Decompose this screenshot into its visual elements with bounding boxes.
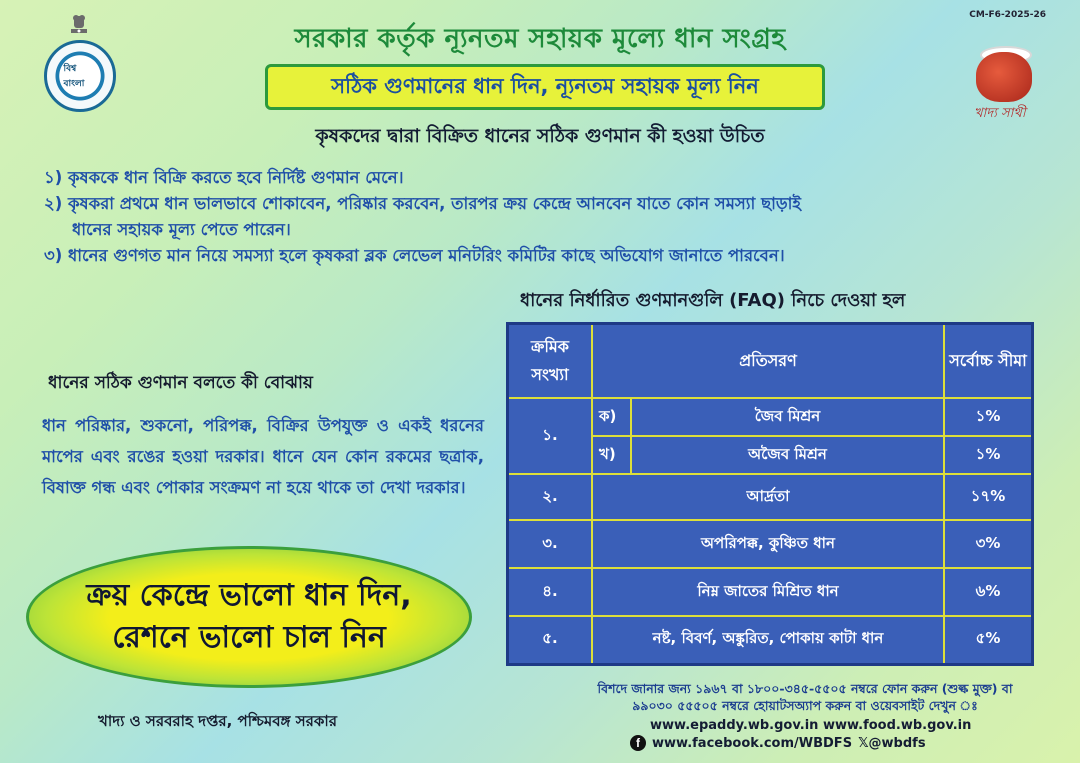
table-header-row [508, 324, 1033, 399]
cell-serial: ৫. [508, 616, 593, 664]
cell-serial: ৪. [508, 568, 593, 616]
list-item: ৩) ধানের গুণগত মান নিয়ে সমস্যা হলে কৃষকরা ব্লক লেভেল মনিটরিং কমিটির কাছে অভিযোগ জানাতে পারবেন। [44, 246, 785, 265]
cell-limit: ১% [944, 436, 1033, 474]
table-row [508, 398, 1033, 436]
cell-limit: ৩% [944, 520, 1033, 568]
cell-serial: ২. [508, 474, 593, 520]
pot-icon [976, 52, 1032, 102]
department-footer: খাদ্য ও সরবরাহ দপ্তর, পশ্চিমবঙ্গ সরকার [98, 712, 337, 730]
cell-item: নষ্ট, বিবর্ণ, অঙ্কুরিত, পোকায় কাটা ধান [592, 616, 944, 664]
slogan-line: রেশনে ভালো চাল নিন [112, 620, 386, 655]
faq-heading: ধানের নির্ধারিত গুণমানগুলি (FAQ) নিচে দেওয়া হল [520, 290, 906, 311]
website-links[interactable]: www.epaddy.wb.gov.in www.food.wb.gov.in [650, 718, 972, 733]
ashoka-emblem-icon [68, 12, 90, 38]
faq-table [506, 322, 1034, 666]
slogan-badge [26, 546, 472, 688]
page-subtitle: কৃষকদের দ্বারা বিক্রিত ধানের সঠিক গুণমান কী হওয়া উচিত [315, 125, 765, 147]
quality-heading: ধানের সঠিক গুণমান বলতে কী বোঝায় [48, 373, 313, 393]
cell-item: অজৈব মিশ্রন [631, 436, 944, 474]
cell-serial: ১. [508, 398, 593, 474]
contact-info [560, 680, 1050, 714]
cell-limit: ৬% [944, 568, 1033, 616]
cell-item: জৈব মিশ্রন [631, 398, 944, 436]
table-row [508, 474, 1033, 520]
quality-description: ধান পরিষ্কার, শুকনো, পরিপক্ক, বিক্রির উপযুক্ত ও একই ধরনের মাপের এবং রঙের হওয়া দরকার। ধানে যেন কোন রকমের ছত্রাক, বিষাক্ত গন্ধ এবং পোকার সংক্রমণ না হয়ে থাকে তা দেখা দরকার। [42, 416, 484, 497]
table-row [508, 616, 1033, 664]
facebook-link[interactable]: www.facebook.com/WBDFS [652, 735, 853, 751]
cell-serial: ৩. [508, 520, 593, 568]
social-links [630, 735, 926, 751]
twitter-link[interactable]: 𝕏@wbdfs [858, 735, 926, 751]
contact-line: ৯৯০৩০ ৫৫৫০৫ নম্বরে হোয়াটসঅ্যাপ করুন বা ওয়েবসাইট দেখুন ঃ [632, 698, 978, 713]
headline-banner: সঠিক গুণমানের ধান দিন, ন্যূনতম সহায়ক মূল্য নিন [265, 64, 825, 110]
table-row [508, 520, 1033, 568]
instruction-list [44, 165, 1054, 269]
cell-sub-label: খ) [592, 436, 631, 474]
cell-item: নিম্ন জাতের মিশ্রিত ধান [592, 568, 944, 616]
document-code: CM-F6-2025-26 [969, 10, 1046, 20]
cell-limit: ১% [944, 398, 1033, 436]
column-header-serial: ক্রমিক সংখ্যা [508, 324, 593, 399]
cell-item: অপরিপক্ক, কুঞ্চিত ধান [592, 520, 944, 568]
contact-line: বিশদে জানার জন্য ১৯৬৭ বা ১৮০০-৩৪৫-৫৫০৫ নম্বরে ফোন করুন (শুল্ক মুক্ত) বা [597, 681, 1013, 696]
biswa-bangla-logo [44, 40, 116, 112]
page-title: সরকার কর্তৃক ন্যূনতম সহায়ক মূল্যে ধান সংগ্রহ [294, 24, 786, 54]
table-row [508, 568, 1033, 616]
facebook-icon: f [630, 735, 646, 751]
cell-limit: ৫% [944, 616, 1033, 664]
khadya-sathi-label: খাদ্য সাথী [974, 106, 1026, 121]
list-item: ২) কৃষকরা প্রথমে ধান ভালভাবে শোকাবেন, পরিষ্কার করবেন, তারপর ক্রয় কেন্দ্রে আনবেন যাতে কোন সমস্যা ছাড়াই [44, 194, 801, 213]
column-header-limit: সর্বোচ্চ সীমা [944, 324, 1033, 399]
khadya-sathi-logo [966, 34, 1058, 126]
list-item: ধানের সহায়ক মূল্য পেতে পারেন। [72, 220, 291, 239]
cell-item: আর্দ্রতা [592, 474, 944, 520]
cell-limit: ১৭% [944, 474, 1033, 520]
column-header-item: প্রতিসরণ [592, 324, 944, 399]
slogan-line: ক্রয় কেন্দ্রে ভালো ধান দিন, [86, 578, 412, 613]
cell-sub-label: ক) [592, 398, 631, 436]
list-item: ১) কৃষককে ধান বিক্রি করতে হবে নির্দিষ্ট গুণমান মেনে। [44, 168, 404, 187]
biswa-bangla-label: বিশ্ব বাংলা [63, 64, 85, 89]
